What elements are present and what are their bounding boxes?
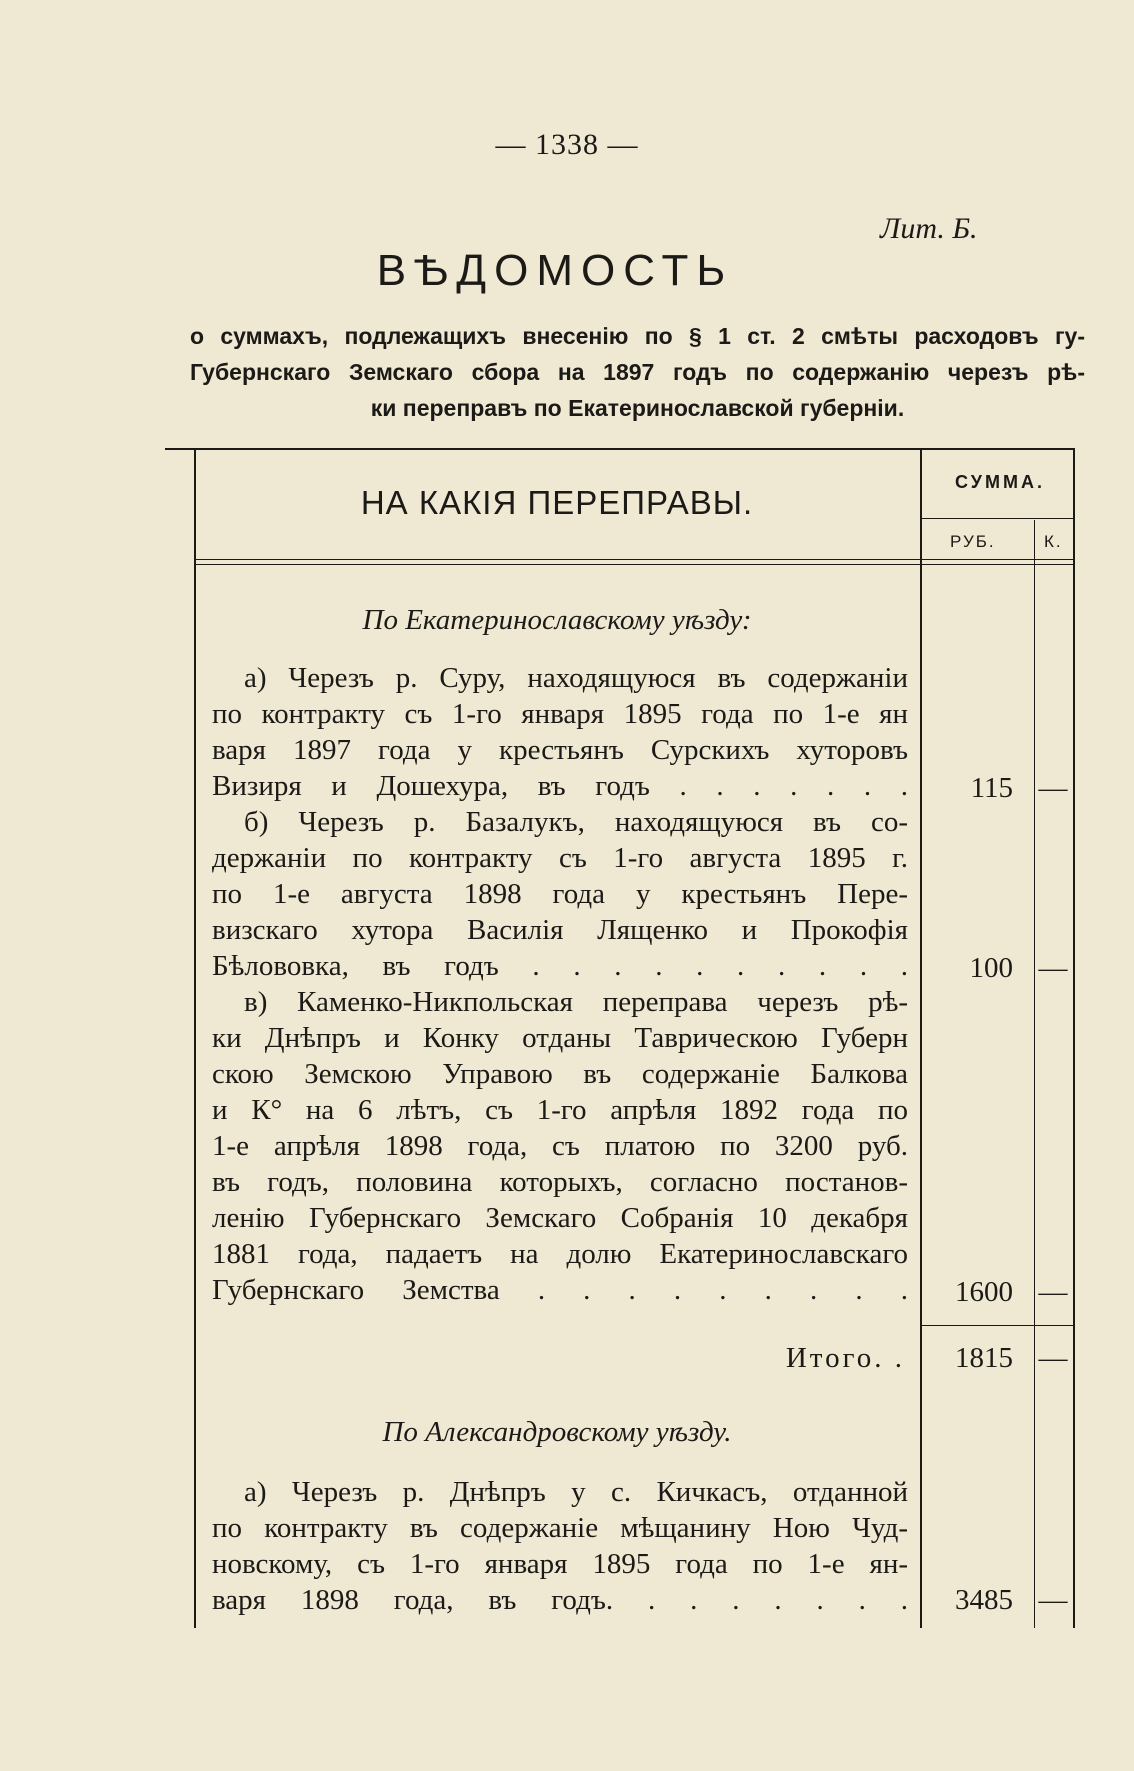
entry-line: ки Днѣпръ и Конку отданы Таврическою Губерн [212, 1022, 908, 1054]
sum-column-divider [920, 448, 922, 1628]
entry-kop: — [1038, 1584, 1068, 1616]
header-double-rule-bottom [194, 564, 1075, 565]
entry-line: новскому, съ 1-го января 1895 года по 1-е ян- [212, 1548, 908, 1580]
letter-designation: Лит. Б. [880, 212, 978, 245]
entry-line: 1-е апрѣля 1898 года, съ платою по 3200 руб. [212, 1130, 908, 1162]
entry-paragraph [212, 1474, 908, 1618]
total-label: Итого. . [785, 1342, 905, 1374]
entry-line: визскаго хутора Василія Лященко и Прокофія [212, 914, 908, 946]
section-title: По Екатеринославскому уѣзду: [362, 604, 752, 636]
document-subtitle [190, 318, 1085, 426]
entry-line: 1881 года, падаетъ на долю Екатеринославскаго [212, 1238, 908, 1270]
entry-paragraph [212, 660, 908, 804]
entry-line: б) Черезъ р. Базалукъ, находящуюся въ со- [244, 806, 908, 838]
entry-line: Визиря и Дошехура, въ годъ . . . . . . . [212, 770, 908, 802]
entry-line: скою Земскою Управою въ содержаніе Балкова [212, 1058, 908, 1090]
table-top-rule [165, 448, 1075, 450]
entry-line: Бѣлововка, въ годъ . . . . . . . . . . [212, 950, 908, 982]
kop-header: К. [1044, 532, 1063, 551]
entry-line: по контракту въ содержаніе мѣщанину Ною Чуд- [212, 1512, 908, 1544]
entry-line: по контракту съ 1-го января 1895 года по 1-е ян [212, 698, 908, 730]
total-kop: — [1038, 1342, 1068, 1374]
entry-line: в) Каменко-Никпольская переправа черезъ рѣ- [244, 986, 908, 1018]
subtitle-line: Губернскаго Земскаго сбора на 1897 годъ по содержанію черезъ рѣ- [190, 359, 1085, 385]
table-right-border [1073, 448, 1075, 1628]
entry-line: въ годъ, половина которыхъ, согласно постанов- [212, 1166, 908, 1198]
entry-amount: 115 [970, 772, 1013, 804]
total-amount: 1815 [955, 1342, 1013, 1374]
entry-line: а) Черезъ р. Суру, находящуюся въ содержаніи [244, 662, 908, 694]
entry-line: Губернскаго Земства . . . . . . . . . [212, 1274, 908, 1306]
entry-kop: — [1038, 952, 1068, 984]
header-double-rule-top [194, 559, 1075, 560]
sum-header: СУММА. [955, 472, 1045, 492]
entry-line: варя 1897 года у крестьянъ Сурскихъ хуторовъ [212, 734, 908, 766]
kop-column-divider [1034, 520, 1035, 1628]
entry-kop: — [1038, 772, 1068, 804]
entry-line: варя 1898 года, въ годъ. . . . . . . . [212, 1584, 908, 1616]
entry-line: и К° на 6 лѣтъ, съ 1-го апрѣля 1892 года по [212, 1094, 908, 1126]
entry-amount: 3485 [955, 1584, 1013, 1616]
subtitle-line: ки переправъ по Екатеринославской губерніи. [370, 395, 905, 421]
entry-line: по 1-е августа 1898 года у крестьянъ Пере- [212, 878, 908, 910]
entry-line: ленію Губернскаго Земскаго Собранія 10 декабря [212, 1202, 908, 1234]
entry-amount: 1600 [955, 1276, 1013, 1308]
page-number: — 1338 — [495, 128, 639, 161]
entry-amount: 100 [969, 952, 1013, 984]
document-title: ВѢДОМОСТЬ [376, 246, 734, 295]
entry-paragraph [212, 984, 908, 1308]
entry-kop: — [1038, 1276, 1068, 1308]
entry-line: держаніи по контракту съ 1-го августа 1895 г. [212, 842, 908, 874]
column-header: НА КАКІЯ ПЕРЕПРАВЫ. [360, 484, 754, 521]
total-rule [920, 1325, 1075, 1326]
sum-subheader-rule [920, 518, 1075, 519]
entry-line: а) Черезъ р. Днѣпръ у с. Кичкасъ, отданной [244, 1476, 908, 1508]
entry-paragraph [212, 804, 908, 984]
rub-header: РУБ. [950, 532, 996, 551]
section-title: По Александровскому уѣзду. [382, 1416, 732, 1448]
subtitle-line: о суммахъ, подлежащихъ внесенію по § 1 ст. 2 смѣты расходовъ гу- [190, 323, 1085, 349]
